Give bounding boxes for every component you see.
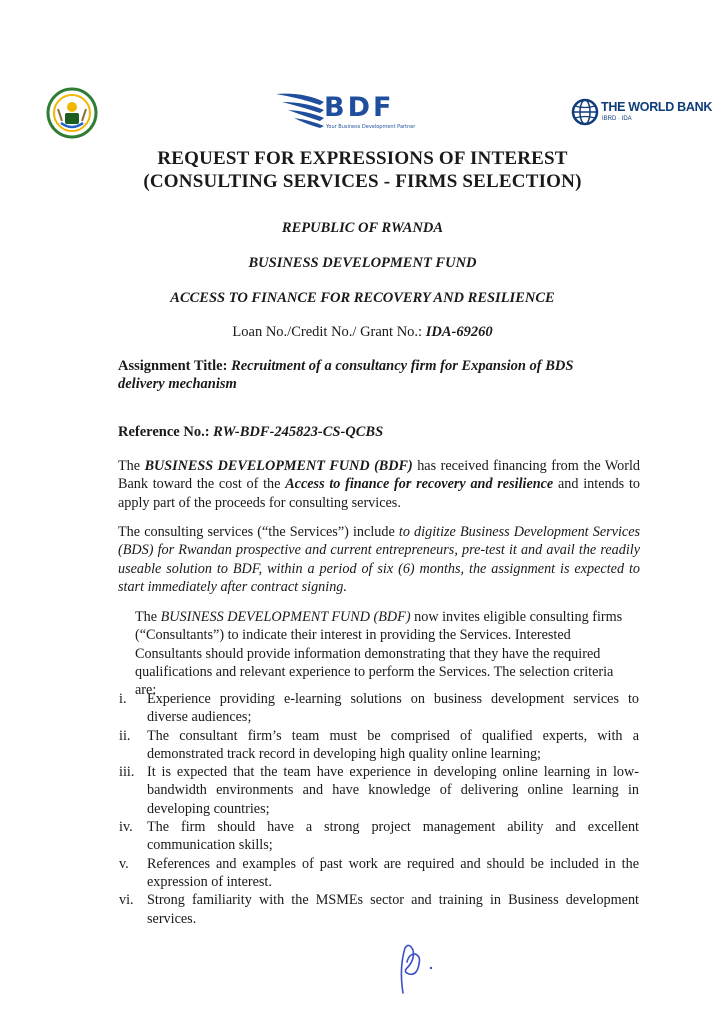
reference-label: Reference No.: <box>118 424 214 440</box>
list-item-number: v. <box>119 855 129 872</box>
reference-value: RW-BDF-245823-CS-QCBS <box>213 424 384 440</box>
country-heading: REPUBLIC OF RWANDA <box>281 220 444 236</box>
para1-agency: BUSINESS DEVELOPMENT FUND (BDF) <box>144 458 413 474</box>
para1-text: has received financing from the World Bank toward the cost of the <box>118 458 640 493</box>
list-item <box>119 690 639 727</box>
loan-value: IDA-69260 <box>425 324 493 340</box>
selection-criteria-list <box>119 690 639 928</box>
list-item <box>119 727 639 764</box>
list-item <box>119 818 639 855</box>
assignment-value: Recruitment of a consultancy firm for Expansion of BDS delivery mechanism <box>118 358 574 393</box>
list-item-text: It is expected that the team have experience in developing online learning in low-bandwidth environments and have knowledge of delivering online learning in developing countries; <box>147 764 639 817</box>
world-bank-name: THE WORLD BANK <box>601 100 713 114</box>
list-item-text: The firm should have a strong project management ability and excellent communication skills; <box>147 819 639 854</box>
assignment-title <box>118 357 618 394</box>
bdf-logo <box>274 88 424 136</box>
reference-number <box>118 424 383 441</box>
para3-text: now invites eligible consulting firms (“Consultants”) to indicate their interest in providing the Services. Interested Consultants should provide information demonstrating that they have the required qualifications and relevant experience to perform the Services. The selection criteria are: <box>135 609 623 699</box>
list-item <box>119 763 639 818</box>
para1-project: Access to finance for recovery and resilience <box>285 476 554 493</box>
title-line-1: REQUEST FOR EXPRESSIONS OF INTEREST <box>157 148 568 169</box>
bdf-wordmark: BDF <box>324 92 395 123</box>
project-heading: ACCESS TO FINANCE FOR RECOVERY AND RESILIENCE <box>170 290 555 306</box>
globe-icon <box>571 98 599 126</box>
para3-agency: BUSINESS DEVELOPMENT FUND (BDF) <box>160 609 411 625</box>
title-line-2: (CONSULTING SERVICES - FIRMS SELECTION) <box>143 171 582 192</box>
para3-text: The <box>135 609 161 625</box>
list-item-text: The consultant firm’s team must be comprised of qualified experts, with a demonstrated track record in developing high quality online learning; <box>147 727 639 762</box>
bdf-wings-icon <box>274 90 326 130</box>
assignment-label: Assignment Title: <box>118 358 232 374</box>
loan-number <box>0 324 725 341</box>
list-item-number: i. <box>119 691 127 707</box>
world-bank-logo <box>571 98 713 130</box>
loan-label: Loan No./Credit No./ Grant No.: <box>232 324 426 340</box>
list-item-text: Experience providing e-learning solutions on business development services to diverse audiences; <box>147 691 639 726</box>
list-item-text: Strong familiarity with the MSMEs sector and training in Business development services. <box>147 892 639 927</box>
list-item-number: iv. <box>119 819 133 836</box>
paragraph-invitation <box>135 608 623 699</box>
signature-initials-icon <box>393 938 443 998</box>
list-item <box>119 855 639 892</box>
list-item-text: References and examples of past work are required and should be included in the expression of interest. <box>147 855 639 890</box>
agency-heading: BUSINESS DEVELOPMENT FUND <box>248 255 477 271</box>
world-bank-sub: IBRD · IDA <box>602 116 632 122</box>
list-item-number: iii. <box>119 764 135 781</box>
paragraph-services <box>118 523 640 596</box>
list-item-number: vi. <box>119 892 134 909</box>
rwanda-coat-of-arms-icon <box>46 87 98 139</box>
bdf-tagline: Your Business Development Partner <box>326 124 416 130</box>
para2-text: The consulting services (“the Services”) include <box>118 524 399 540</box>
para1-text: The <box>118 458 145 474</box>
para1-text: and intends to apply part of the proceeds for consulting services. <box>118 476 640 511</box>
list-item <box>119 891 639 928</box>
list-item-number: ii. <box>119 727 131 744</box>
para2-scope: to digitize Business Development Services (BDS) for Rwandan prospective and current entrepreneurs, pre-test it and avail the readily useable solution to BDF, within a period of six (6) months, the assignment is expected to start immediately after contract signing. <box>118 524 641 595</box>
paragraph-financing <box>118 457 640 512</box>
